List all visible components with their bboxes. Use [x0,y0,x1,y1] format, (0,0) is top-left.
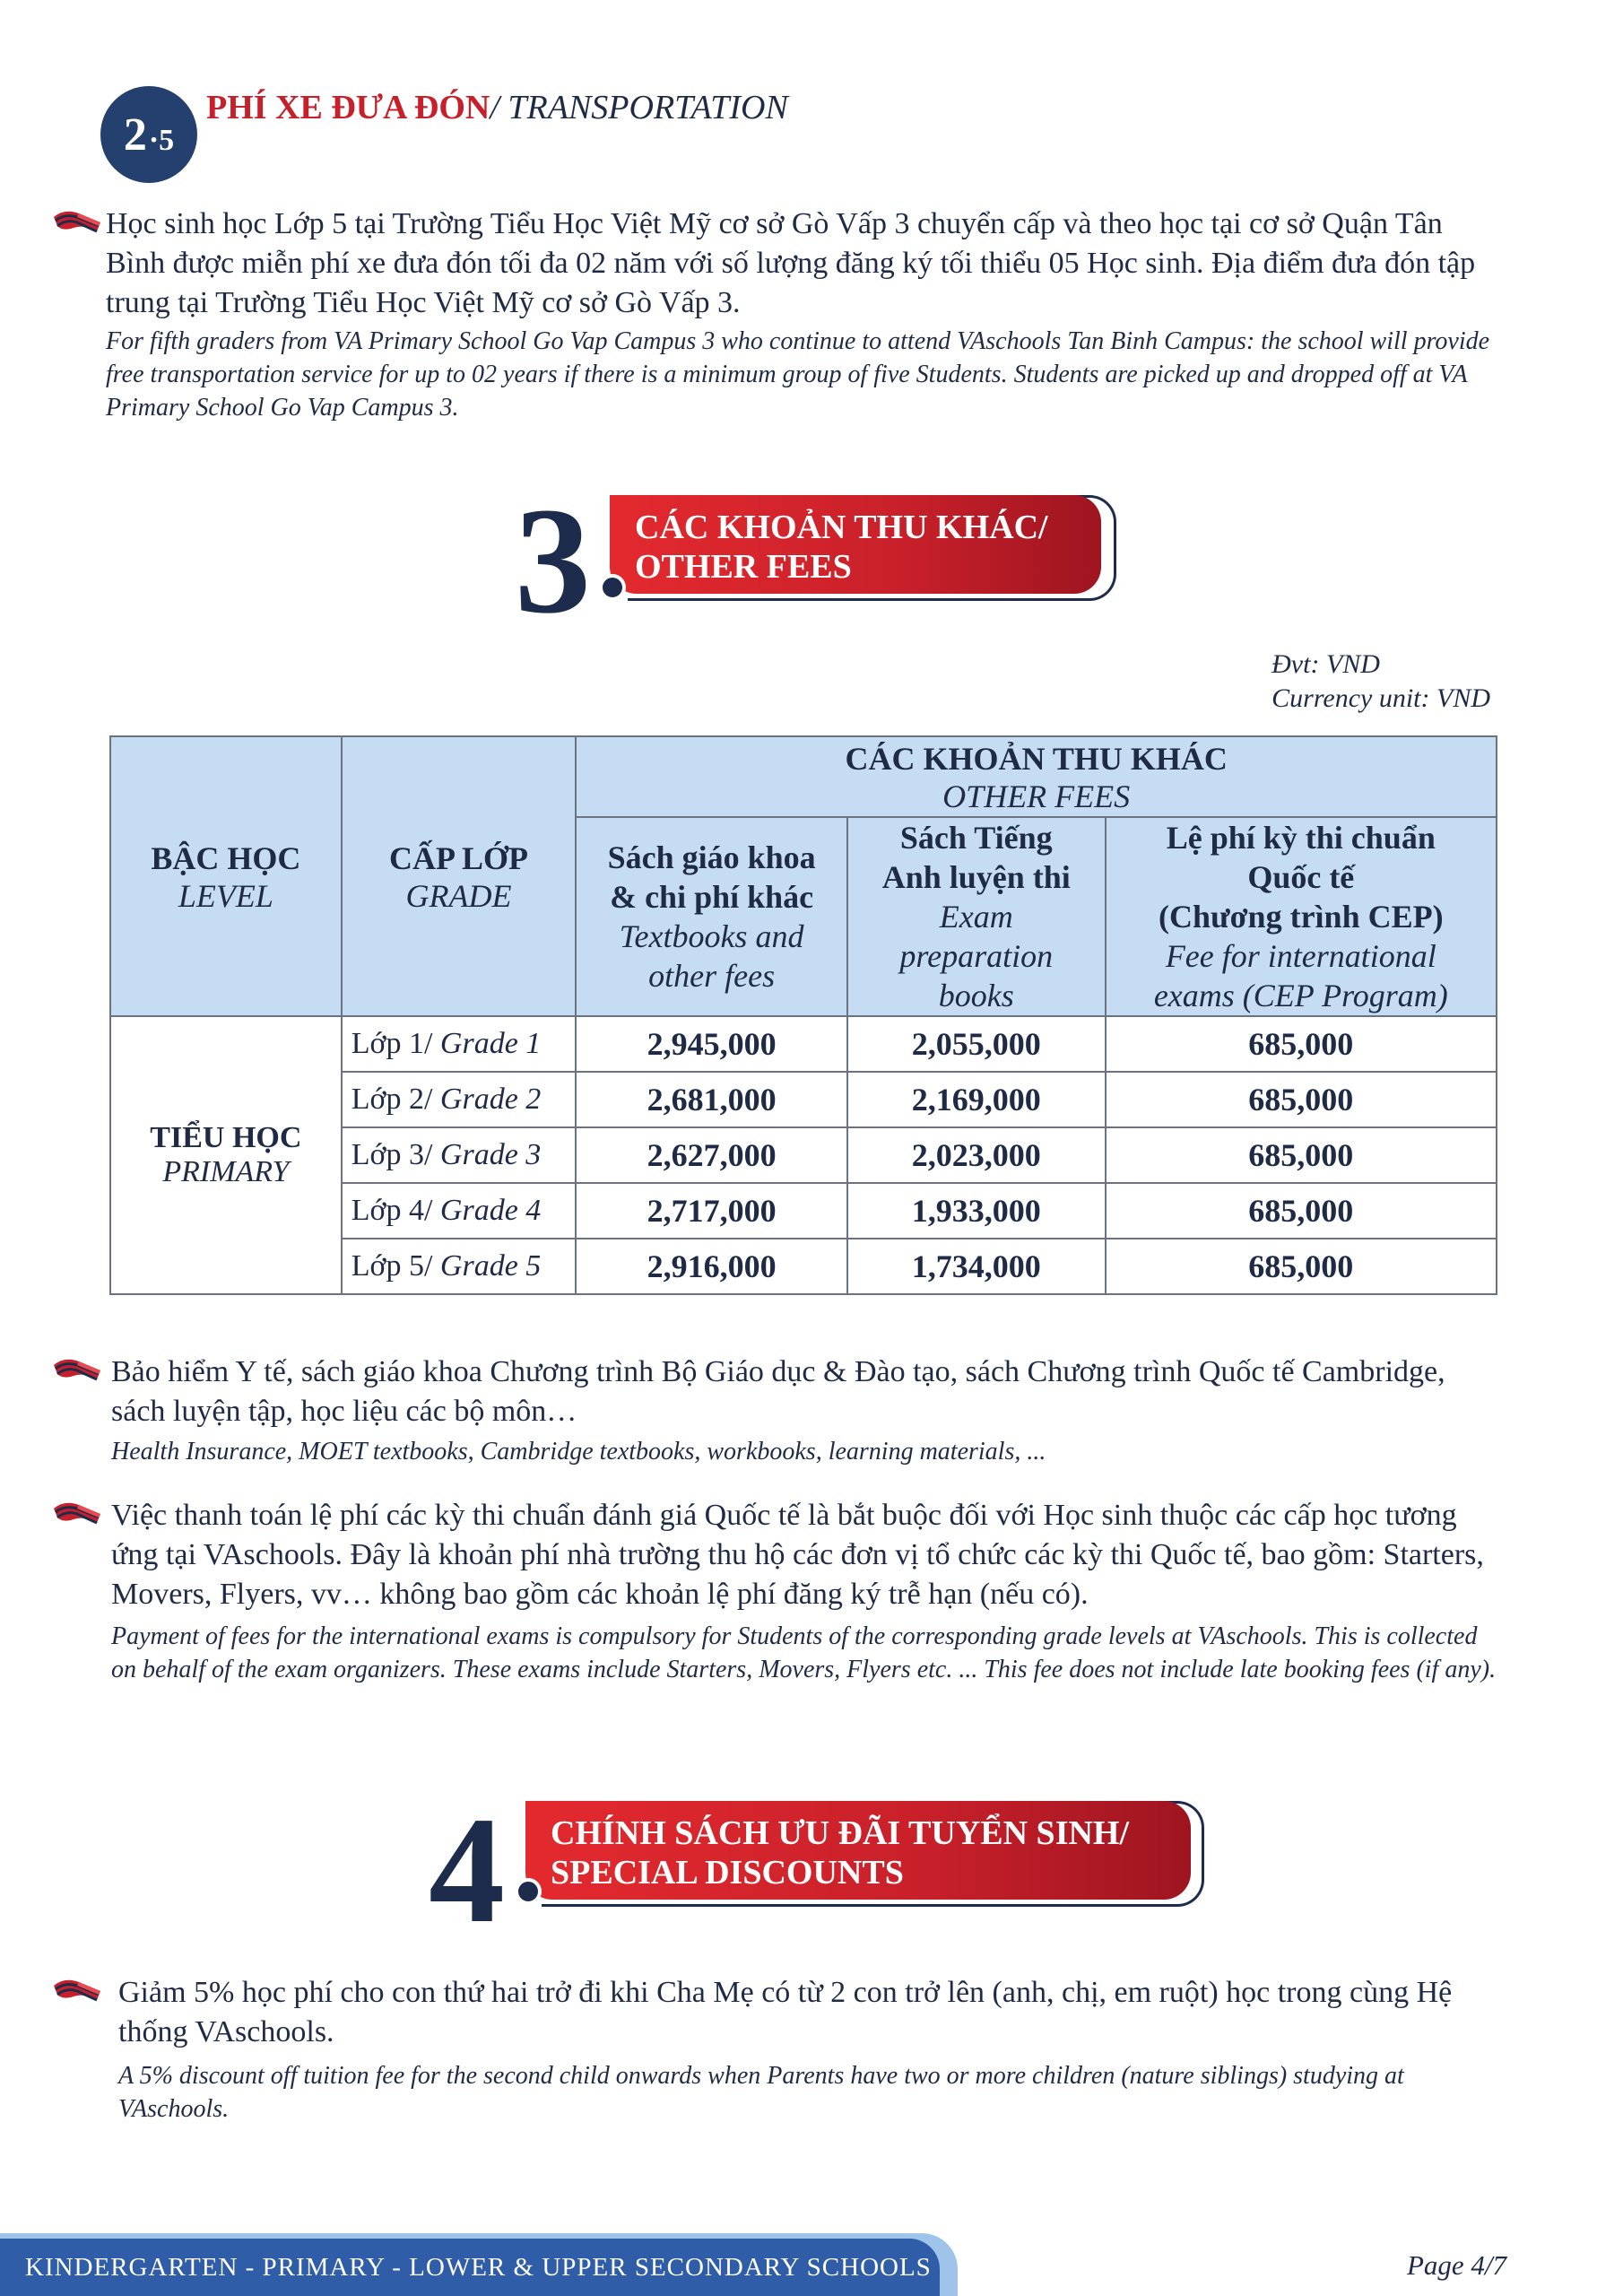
book-bullet-icon [52,1973,102,2005]
book-bullet-icon [52,1352,102,1385]
exam-books-value: 2,023,000 [847,1127,1106,1183]
grade-cell: Lớp 2/ Grade 2 [342,1072,577,1127]
section-title [206,88,788,127]
textbooks-value: 2,916,000 [576,1239,847,1294]
section-4-number: 4 [429,1786,505,1954]
exam-books-value: 1,734,000 [847,1239,1106,1294]
page-number: Page 4/7 [1406,2249,1506,2281]
grade-cell: Lớp 5/ Grade 5 [342,1239,577,1294]
textbooks-value: 2,627,000 [576,1127,847,1183]
header-exam-books: Sách Tiếng Anh luyện thi Exam preparation books [847,817,1106,1016]
textbooks-value: 2,945,000 [576,1016,847,1072]
grade-cell: Lớp 3/ Grade 3 [342,1127,577,1183]
book-bullet-icon [52,1496,102,1528]
exam-fee-value: 685,000 [1106,1072,1497,1127]
discount-text-en: A 5% discount off tuition fee for the second child onwards when Parents have two or more children (nature siblings) studying at VAschools. [118,2062,1404,2123]
section-number-badge: 2 ·5 [100,86,197,183]
banner-line-2: OTHER FEES [635,548,852,586]
section-4-banner [525,1801,1191,1900]
discount-text-vi: Giảm 5% học phí cho con thứ hai trở đi khi Cha Mẹ có từ 2 con trở lên (anh, chị, em ruột) học trong cùng Hệ thống VAschools. [118,1976,1453,2048]
banner-line-2: SPECIAL DISCOUNTS [551,1854,904,1892]
note-exam-fee-vi: Việc thanh toán lệ phí các kỳ thi chuẩn đánh giá Quốc tế là bắt buộc đối với Học sinh thuộc các cấp học tương ứng tại VAschools. Đây là khoản phí nhà trường thu hộ các đơn vị tổ chức các kỳ thi Quốc tế, bao gồm: Starters, Movers, Flyers, vv… không bao gồm các khoản lệ phí đăng ký trễ hạn (nếu có). [111,1499,1484,1611]
currency-unit [1271,648,1490,716]
exam-fee-value: 685,000 [1106,1016,1497,1072]
transport-text-en: For fifth graders from VA Primary School Go Vap Campus 3 who continue to attend VAschools Tan Binh Campus: the school will provide free transportation service for up to 02 years if there is a minimum group of five Students. Students are picked up and dropped off at VA Primary School Go Vap Campus 3. [106,327,1490,422]
header-grade: CẤP LỚP GRADE [342,736,577,1016]
banner-line-1: CÁC KHOẢN THU KHÁC/ [635,509,1048,546]
textbooks-value: 2,681,000 [576,1072,847,1127]
exam-books-value: 2,169,000 [847,1072,1106,1127]
currency-unit-vi: Đvt: VND [1271,649,1380,679]
currency-unit-en: Currency unit: VND [1271,683,1490,713]
banner-dot [599,574,626,601]
header-level: BẬC HỌC LEVEL [110,736,342,1016]
grade-cell: Lớp 1/ Grade 1 [342,1016,577,1072]
section-3-banner [610,495,1101,594]
exam-books-value: 1,933,000 [847,1183,1106,1239]
footer-schools: KINDERGARTEN - PRIMARY - LOWER & UPPER SECONDARY SCHOOLS [0,2239,940,2296]
banner-dot [515,1878,542,1905]
level-cell: TIỂU HỌC PRIMARY [110,1016,342,1294]
note-insurance-vi: Bảo hiểm Y tế, sách giáo khoa Chương trình Bộ Giáo dục & Đào tạo, sách Chương trình Quốc tế Cambridge, sách luyện tập, học liệu các bộ môn… [111,1355,1445,1428]
transport-text-vi: Học sinh học Lớp 5 tại Trường Tiểu Học Việt Mỹ cơ sở Gò Vấp 3 chuyển cấp và theo học tại cơ sở Quận Tân Bình được miễn phí xe đưa đón tối đa 02 năm với số lượng đăng ký tối thiểu 05 Học sinh. Địa điểm đưa đón tập trung tại Trường Tiểu Học Việt Mỹ cơ sở Gò Vấp 3. [106,207,1476,319]
banner-line-1: CHÍNH SÁCH ƯU ĐÃI TUYỂN SINH/ [551,1814,1130,1852]
header-exam-fee: Lệ phí kỳ thi chuẩn Quốc tế (Chương trình CEP) Fee for international exams (CEP Program) [1106,817,1497,1016]
exam-fee-value: 685,000 [1106,1183,1497,1239]
exam-fee-value: 685,000 [1106,1239,1497,1294]
other-fees-table [109,735,1497,1295]
section-title-vi: PHÍ XE ĐƯA ĐÓN [206,89,490,126]
header-other-fees-group: CÁC KHOẢN THU KHÁC OTHER FEES [576,736,1497,817]
note-exam-fee-en: Payment of fees for the international exams is compulsory for Students of the corresponding grade levels at VAschools. This is collected on behalf of the exam organizers. These exams include Starters, Movers, Flyers etc. ... This fee does not include late booking fees (if any). [111,1622,1497,1683]
exam-fee-value: 685,000 [1106,1127,1497,1183]
grade-cell: Lớp 4/ Grade 4 [342,1183,577,1239]
section-3-number: 3 [515,476,591,645]
book-bullet-icon [52,204,102,237]
note-insurance-en: Health Insurance, MOET textbooks, Cambridge textbooks, workbooks, learning materials, ... [111,1438,1046,1465]
exam-books-value: 2,055,000 [847,1016,1106,1072]
table-row [110,1016,1497,1072]
header-textbooks: Sách giáo khoa & chi phí khác Textbooks and other fees [576,817,847,1016]
textbooks-value: 2,717,000 [576,1183,847,1239]
section-title-en: / TRANSPORTATION [490,89,788,126]
